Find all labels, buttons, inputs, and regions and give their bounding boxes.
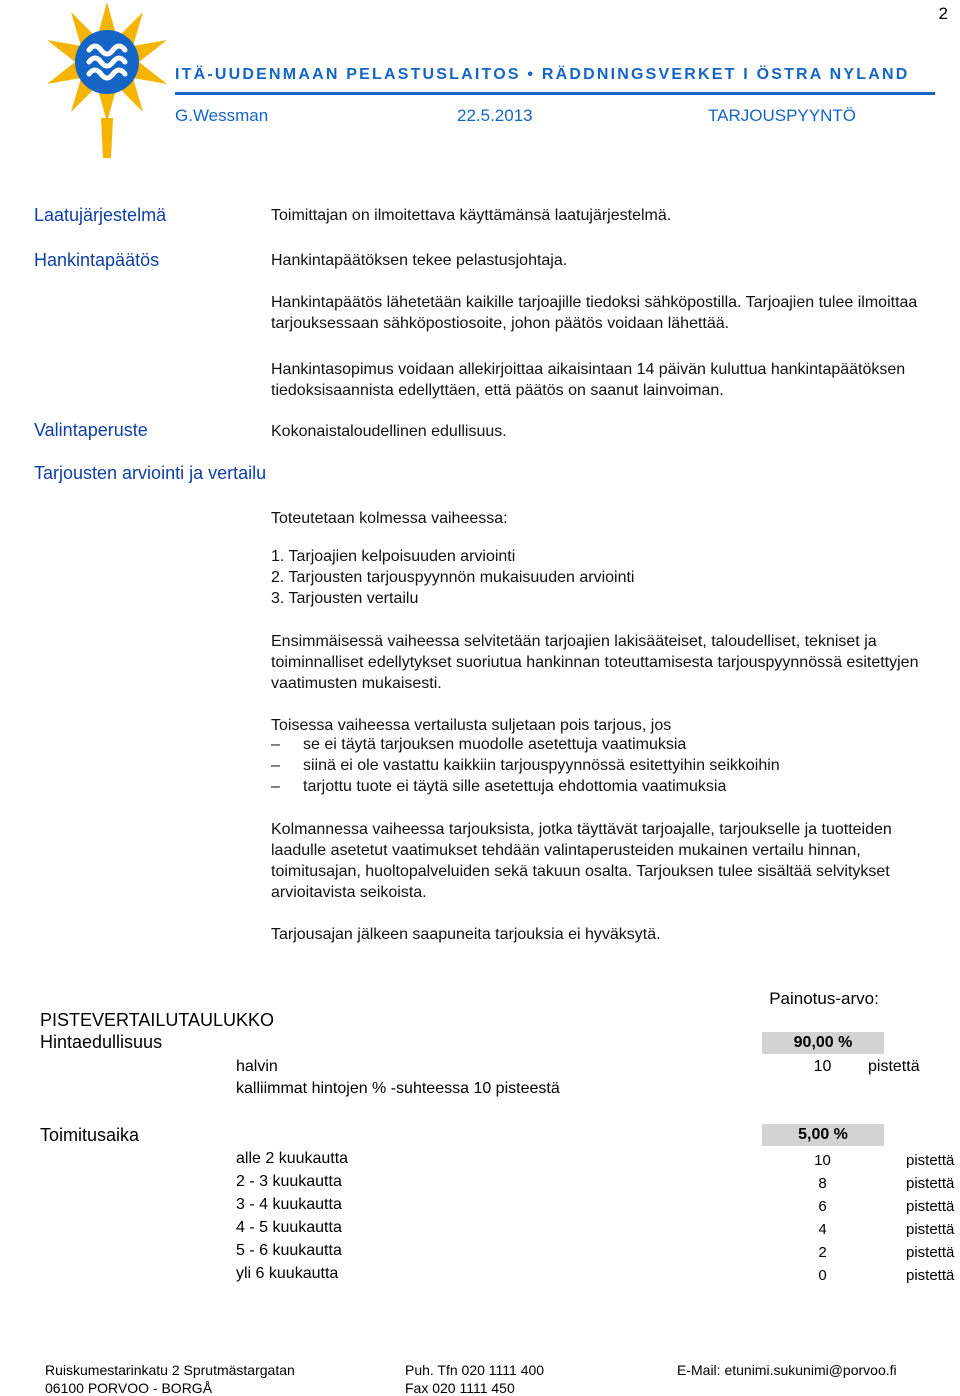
delivery-row-label: yli 6 kuukautta xyxy=(236,1265,339,1282)
evaluation-step: 2. Tarjousten tarjouspyynnön mukaisuuden arviointi xyxy=(271,569,635,586)
footer-address-line-2: 06100 PORVOO - BORGÅ xyxy=(45,1380,213,1396)
delivery-row-points: 2 xyxy=(818,1244,827,1261)
delivery-row-points: 8 xyxy=(818,1175,827,1192)
delivery-row-unit: pistettä xyxy=(906,1175,955,1192)
rescue-department-logo-icon xyxy=(45,0,169,160)
delivery-row-label: 5 - 6 kuukautta xyxy=(236,1242,342,1259)
delivery-row-points: 0 xyxy=(818,1267,827,1284)
footer-address-line-1: Ruiskumestarinkatu 2 Sprutmästargatan xyxy=(45,1362,295,1378)
author: G.Wessman xyxy=(175,106,269,125)
price-row-label: kalliimmat hintojen % -suhteessa 10 pisteestä xyxy=(236,1080,560,1097)
evaluation-step: 1. Tarjoajien kelpoisuuden arviointi xyxy=(271,548,516,565)
price-row-points: 10 xyxy=(813,1058,832,1075)
delivery-criterion-label: Toimitusaika xyxy=(40,1125,140,1145)
heading-evaluation: Tarjousten arviointi ja vertailu xyxy=(34,463,267,483)
quality-system-text: Toimittajan on ilmoitettava käyttämänsä laatujärjestelmä. xyxy=(271,207,672,224)
delivery-row-points: 4 xyxy=(818,1221,827,1238)
decision-paragraph-2: Hankintapäätös lähetetään kaikille tarjoajille tiedoksi sähköpostilla. Tarjoajien tulee ilmoittaa tarjouksessaan sähköpostiosoite, johon päätös voidaan lähettää. xyxy=(271,294,918,332)
organization-name: ITÄ-UUDENMAAN PELASTUSLAITOS • RÄDDNINGSVERKET I ÖSTRA NYLAND xyxy=(175,66,910,83)
delivery-row-unit: pistettä xyxy=(906,1198,955,1215)
heading-procurement-decision: Hankintapäätös xyxy=(34,250,160,270)
phase-3-text: Kolmannessa vaiheessa tarjouksista, jotka täyttävät tarjoajalle, tarjoukselle ja tuotteiden laadulle asetetut vaatimukset tehdään valintaperusteiden mukainen vertailu hinnan, toimitusajan, huoltopalveluiden sekä takuun osalta. Tarjouksen tulee sisältää selvitykset arvioitavista seikoista. xyxy=(271,821,892,901)
exclusion-item: – se ei täytä tarjouksen muodolle asetettuja vaatimuksia xyxy=(271,736,687,753)
points-table-title: PISTEVERTAILUTAULUKKO xyxy=(40,1010,275,1030)
selection-criteria-text: Kokonaistaloudellinen edullisuus. xyxy=(271,423,507,440)
phase-2-intro: Toisessa vaiheessa vertailusta suljetaan pois tarjous, jos xyxy=(271,717,672,734)
page-number: 2 xyxy=(938,4,948,23)
weight-column-header: Painotus-arvo: xyxy=(769,989,879,1008)
footer-phone: Puh. Tfn 020 1111 400 xyxy=(405,1362,545,1378)
document-type: TARJOUSPYYNTÖ xyxy=(708,106,856,125)
price-weight: 90,00 % xyxy=(762,1032,884,1054)
exclusion-item: – siinä ei ole vastattu kaikkiin tarjouspyynnössä esitettyihin seikkoihin xyxy=(271,757,780,774)
delivery-row-label: alle 2 kuukautta xyxy=(236,1150,349,1167)
decision-paragraph-3: Hankintasopimus voidaan allekirjoittaa aikaisintaan 14 päivän kuluttua hankintapäätöksen tiedoksisaannista edellyttäen, että päätös on saanut lainvoiman. xyxy=(271,361,906,399)
decision-paragraph-1: Hankintapäätöksen tekee pelastusjohtaja. xyxy=(271,252,568,269)
delivery-row-unit: pistettä xyxy=(906,1267,955,1284)
delivery-row-label: 3 - 4 kuukautta xyxy=(236,1196,342,1213)
dash-bullet-icon: – xyxy=(271,757,280,774)
delivery-row-points: 6 xyxy=(818,1198,827,1215)
delivery-row-unit: pistettä xyxy=(906,1221,955,1238)
delivery-row-unit: pistettä xyxy=(906,1152,955,1169)
evaluation-intro: Toteutetaan kolmessa vaiheessa: xyxy=(271,510,508,527)
document-date: 22.5.2013 xyxy=(457,106,533,125)
footer-email: E-Mail: etunimi.sukunimi@porvoo.fi xyxy=(677,1362,897,1378)
delivery-row-points: 10 xyxy=(814,1152,831,1169)
late-offers-text: Tarjousajan jälkeen saapuneita tarjouksia ei hyväksytä. xyxy=(271,926,661,943)
delivery-row-label: 4 - 5 kuukautta xyxy=(236,1219,342,1236)
heading-quality-system: Laatujärjestelmä xyxy=(34,205,167,225)
delivery-row-unit: pistettä xyxy=(906,1244,955,1261)
footer-fax: Fax 020 1111 450 xyxy=(405,1380,515,1396)
delivery-weight: 5,00 % xyxy=(762,1124,884,1146)
price-criterion-label: Hintaedullisuus xyxy=(40,1032,163,1052)
phase-1-text: Ensimmäisessä vaiheessa selvitetään tarjoajien lakisääteiset, taloudelliset, tekniset ja toiminnalliset edellytykset suoriutua hankinnan toteuttamisesta tarjouspyynnössä esitettyjen vaatimusten mukaisesti. xyxy=(271,633,919,692)
dash-bullet-icon: – xyxy=(271,778,280,795)
heading-selection-criteria: Valintaperuste xyxy=(34,420,148,440)
price-row-unit: pistettä xyxy=(868,1058,920,1075)
dash-bullet-icon: – xyxy=(271,736,280,753)
delivery-row-label: 2 - 3 kuukautta xyxy=(236,1173,342,1190)
header-rule xyxy=(175,92,935,95)
exclusion-item: – tarjottu tuote ei täytä sille asetettuja ehdottomia vaatimuksia xyxy=(271,778,727,795)
price-row-label: halvin xyxy=(236,1058,278,1075)
evaluation-step: 3. Tarjousten vertailu xyxy=(271,590,419,607)
